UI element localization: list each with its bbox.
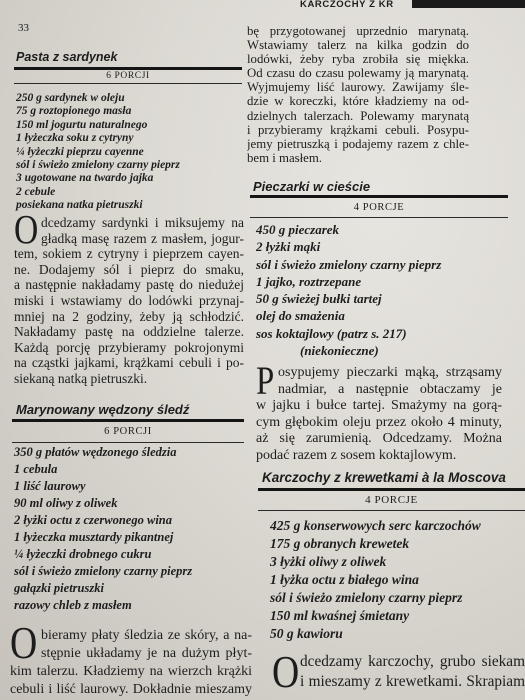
drop-cap: O (272, 646, 300, 697)
ingredient: 50 g kawioru (270, 626, 343, 641)
drop-cap: O (14, 206, 39, 252)
ingredient: 2 łyżki octu z czerwonego wina (14, 513, 172, 527)
running-header-bar (412, 0, 525, 8)
text-line: i mieszamy z krewetkami. Skrapiam (300, 673, 525, 690)
text-line: ne. Dodajemy sól i pieprz do smaku, (14, 261, 244, 277)
ingredient: 1 łyżeczka soku z cytryny (16, 132, 134, 145)
recipe-title: Pasta z sardynek (16, 50, 118, 64)
ingredient-list (270, 517, 520, 643)
ingredient: sól i świeżo zmielony czarny pieprz (14, 564, 193, 578)
ingredient: 150 ml jogurtu naturalnego (16, 118, 148, 131)
text-line: bieramy płaty śledzia ze skóry, a na- (41, 628, 252, 643)
text-line: stępnie układamy je na dużym płyt- (41, 646, 252, 661)
ingredient: 50 g świeżej bułki tartej (256, 291, 382, 307)
recipe-title: Marynowany wędzony śledź (16, 402, 190, 417)
ingredient: gałązki pietruszki (14, 581, 104, 595)
text-line: lodówki, żeby ryba zrobiła się miękka. (247, 52, 469, 67)
ingredient: 350 g płatów wędzonego śledzia (14, 445, 177, 459)
method-paragraph-continued (247, 24, 469, 165)
text-line: cebuli i liść laurowy. Dokładnie mieszamy (10, 682, 252, 697)
running-header-text: KARCZOCHY Z KR (300, 0, 394, 10)
method-paragraph (10, 617, 252, 699)
running-header (296, 0, 525, 10)
servings-label: 6 PORCJI (14, 67, 242, 84)
ingredient: olej do smażenia (256, 308, 345, 324)
drop-cap: P (256, 358, 275, 403)
text-line: dzielnych talerzach. Polewamy marynatą (247, 108, 469, 123)
servings-label: 4 PORCJE (250, 195, 508, 218)
text-line: Wstawiamy talerz na kilka godzin do (247, 38, 469, 53)
text-line: dzie w koreczki, które kładziemy na od- (247, 94, 469, 109)
ingredient: 3 ugotowane na twardo jajka (16, 172, 154, 185)
method-paragraph (256, 358, 502, 465)
method-lines (14, 215, 244, 387)
ingredient: 75 g roztopionego masła (16, 105, 132, 118)
ingredient: sól i świeżo zmielony czarny pieprz (16, 159, 180, 172)
method-paragraph (14, 206, 244, 387)
ingredient: 1 cebula (14, 462, 58, 476)
text-line: bem i masłem. (247, 150, 322, 165)
method-lines (247, 24, 469, 165)
text-line: Nakładamy pastę na oddzielne talerze. (14, 324, 244, 340)
text-line: gładką masę razem z masłem, jogur- (41, 230, 244, 246)
text-line: nadmiar, a następnie obtaczamy je (278, 381, 502, 397)
ingredient: 450 g pieczarek (256, 222, 340, 237)
text-line: aż się zarumienią. Odcedzamy. Można (256, 431, 502, 447)
servings-label: 6 PORCJI (12, 419, 244, 443)
text-line: i przybieramy krążkami cebuli. Posypu- (247, 122, 469, 137)
text-line: tem, sokiem z cytryny i pieprzem cayen- (14, 246, 244, 262)
method-paragraph (272, 646, 525, 697)
ingredient: 2 cebule (16, 185, 56, 198)
text-line: bę przygotowanej uprzednio marynatą. (247, 24, 469, 38)
text-line: miski i wstawiamy do lodówki przynaj- (14, 292, 244, 308)
method-lines (256, 358, 502, 465)
ingredient: sól i świeżo zmielony czarny pieprz (256, 256, 442, 272)
method-lines (10, 627, 252, 699)
ingredient: 2 łyżki mąki (256, 239, 321, 255)
ingredient: 90 ml oliwy z oliwek (14, 496, 118, 510)
ingredient: 150 ml kwaśnej śmietany (270, 608, 410, 623)
ingredient-list (16, 92, 242, 213)
ingredient: razowy chleb z masłem (14, 598, 132, 612)
ingredient: 425 g konserwowych serc karczochów (270, 518, 481, 533)
text-line: na cząstki jajkami, krążkami cebuli i po- (14, 355, 244, 371)
ingredient: posiekana natka pietruszki (16, 199, 143, 212)
ingredient: 175 g obranych krewetek (270, 536, 410, 551)
method-lines (272, 646, 525, 697)
text-line: dcedzamy karczochy, grubo siekam (300, 653, 525, 670)
text-line: kim talerzu. Kładziemy na wierzch krążki (10, 664, 252, 679)
text-line: a następnie nakładamy pastę do niedużej (14, 277, 244, 293)
text-line: siekaną natką pietruszki. (14, 370, 148, 386)
text-line: Każdą porcję przybieramy pokrojonymi (14, 339, 244, 355)
servings-label: 4 PORCJE (258, 488, 525, 511)
text-line: osypujemy pieczarki mąką, strząsamy (278, 365, 502, 380)
ingredient: sos koktajlowy (patrz s. 217) (256, 325, 407, 341)
ingredient: 1 jajko, roztrzepane (256, 273, 362, 289)
text-line: Wyjmujemy liść laurowy. Zawijamy śle- (247, 80, 469, 95)
recipe-title: Karczochy z krewetkami à la Moscova (262, 470, 506, 485)
recipe-title: Pieczarki w cieście (253, 179, 371, 194)
text-line: mniej na 2 godziny, żeby ją schłodzić. (14, 308, 244, 324)
drop-cap: O (10, 617, 38, 668)
ingredient: 1 liść laurowy (14, 479, 86, 493)
ingredient-list (14, 444, 242, 614)
ingredient-list (256, 221, 506, 359)
text-line: cym głębokim oleju przez około 4 minuty, (256, 414, 502, 430)
ingredient: ¼ łyżeczki pieprzu cayenne (16, 145, 144, 158)
ingredient: 250 g sardynek w oleju (16, 92, 125, 104)
text-line: podać razem z sosem koktajlowym. (256, 447, 457, 463)
ingredient: 1 łyżeczka musztardy pikantnej (14, 530, 174, 544)
text-line: jemy pietruszką i podajemy razem z chle- (247, 136, 469, 151)
text-line: Od czasu do czasu polewamy ją marynatą. (247, 66, 469, 81)
text-line: w jajku i bułce tartej. Smażymy na gorą- (256, 398, 502, 414)
page-number: 33 (18, 22, 29, 34)
text-line: dcedzamy sardynki i miksujemy na (41, 215, 244, 230)
ingredient: ¼ łyżeczki drobnego cukru (14, 547, 152, 561)
ingredient: 1 łyżka octu z białego wina (270, 572, 419, 587)
ingredient: sól i świeżo zmielony czarny pieprz (270, 590, 463, 605)
ingredient: (niekonieczne) (300, 343, 379, 359)
ingredient: 3 łyżki oliwy z oliwek (270, 554, 387, 569)
